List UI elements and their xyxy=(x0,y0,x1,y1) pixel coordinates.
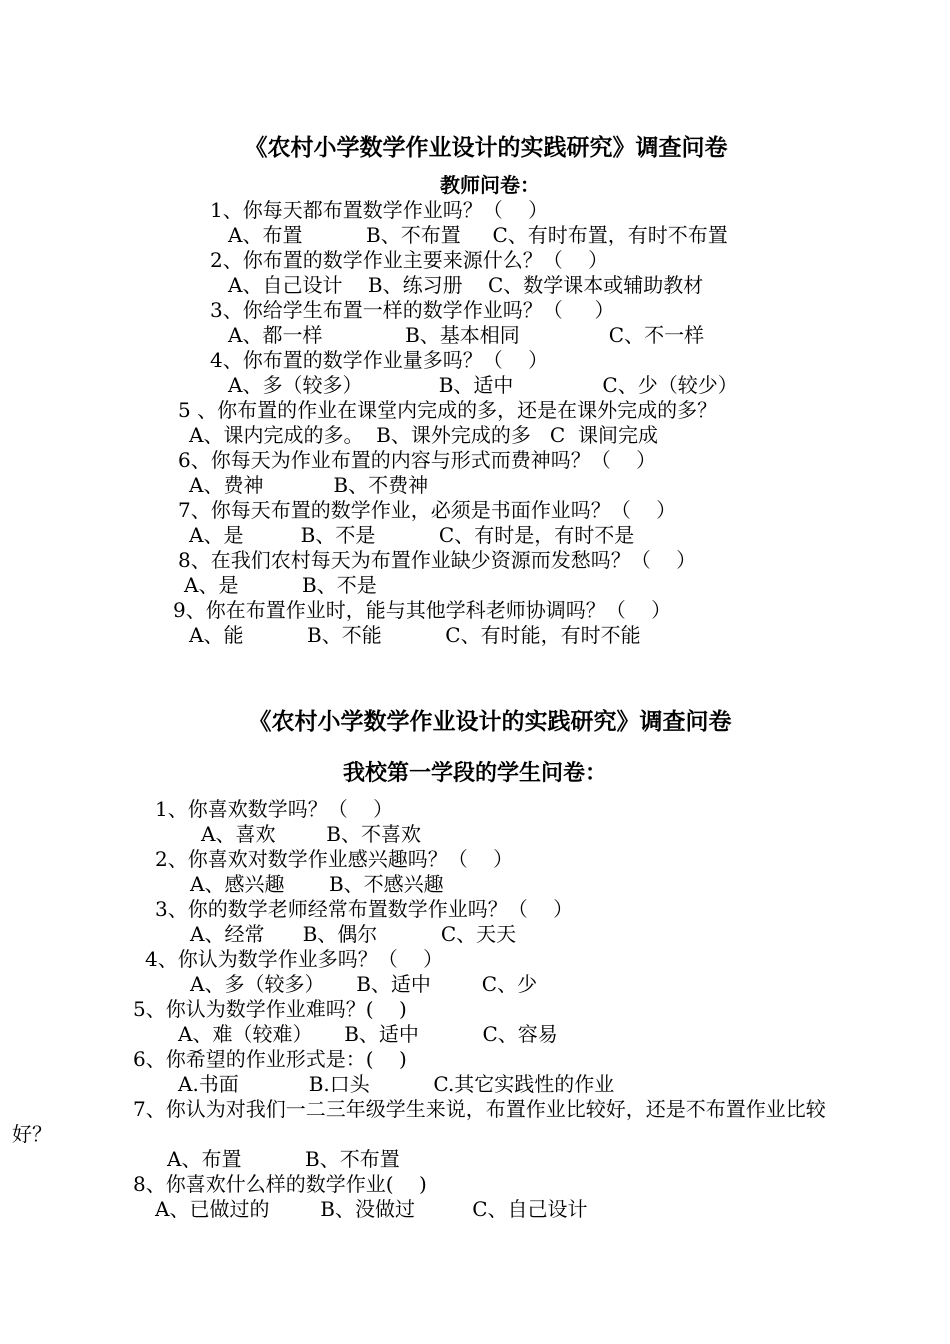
teacher-question-7: 7、你每天布置的数学作业，必须是书面作业吗？（ ） xyxy=(178,498,677,522)
teacher-options-2: A、自己设计 B、练习册 C、数学课本或辅助教材 xyxy=(228,273,704,297)
student-options-6: A.书面 B.口头 C.其它实践性的作业 xyxy=(178,1072,615,1096)
student-options-8: A、已做过的 B、没做过 C、自己设计 xyxy=(155,1197,588,1221)
student-question-7-continued: 好？ xyxy=(12,1122,52,1146)
teacher-options-1: A、布置 B、不布置 C、有时布置，有时不布置 xyxy=(228,223,728,247)
teacher-question-9: 9、你在布置作业时，能与其他学科老师协调吗？（ ） xyxy=(173,598,672,622)
teacher-survey-subtitle: 教师问卷： xyxy=(440,173,540,197)
teacher-question-5: 5 、你布置的作业在课堂内完成的多，还是在课外完成的多？ xyxy=(178,398,718,422)
teacher-options-5: A、课内完成的多。 B、课外完成的多 C 课间完成 xyxy=(189,423,658,447)
teacher-question-4: 4、你布置的数学作业量多吗？（ ） xyxy=(210,348,549,372)
teacher-options-4: A、多（较多） B、适中 C、少（较少） xyxy=(228,373,738,397)
student-question-1: 1、你喜欢数学吗？（ ） xyxy=(155,797,394,821)
teacher-options-9: A、能 B、不能 C、有时能，有时不能 xyxy=(189,623,641,647)
student-question-5: 5、你认为数学作业难吗？( ) xyxy=(133,997,407,1021)
teacher-options-6: A、费神 B、不费神 xyxy=(189,473,429,497)
student-options-1: A、喜欢 B、不喜欢 xyxy=(201,822,421,846)
teacher-survey-title: 《农村小学数学作业设计的实践研究》调查问卷 xyxy=(244,134,728,161)
student-survey-subtitle: 我校第一学段的学生问卷： xyxy=(342,760,607,786)
student-survey-title: 《农村小学数学作业设计的实践研究》调查问卷 xyxy=(248,708,732,735)
teacher-question-8: 8、在我们农村每天为布置作业缺少资源而发愁吗？（ ） xyxy=(178,548,697,572)
student-options-7: A、布置 B、不布置 xyxy=(167,1147,400,1171)
student-question-2: 2、你喜欢对数学作业感兴趣吗？（ ） xyxy=(155,847,514,871)
teacher-question-3: 3、你给学生布置一样的数学作业吗？（ ） xyxy=(210,298,615,322)
student-question-3: 3、你的数学老师经常布置数学作业吗？（ ） xyxy=(155,897,574,921)
teacher-question-2: 2、你布置的数学作业主要来源什么？（ ） xyxy=(210,248,609,272)
teacher-question-1: 1、你每天都布置数学作业吗？（ ） xyxy=(210,198,549,222)
student-options-5: A、难（较难） B、适中 C、容易 xyxy=(178,1022,558,1046)
teacher-options-3: A、都一样 B、基本相同 C、不一样 xyxy=(228,323,705,347)
student-options-3: A、经常 B、偶尔 C、天天 xyxy=(190,922,517,946)
teacher-options-7: A、是 B、不是 C、有时是，有时不是 xyxy=(189,523,635,547)
student-options-4: A、多（较多） B、适中 C、少 xyxy=(190,972,538,996)
student-question-4: 4、你认为数学作业多吗？（ ） xyxy=(145,947,444,971)
student-question-7: 7、你认为对我们一二三年级学生来说，布置作业比较好，还是不布置作业比较 xyxy=(133,1097,826,1121)
student-question-8: 8、你喜欢什么样的数学作业( ) xyxy=(133,1172,427,1196)
student-question-6: 6、你希望的作业形式是：( ) xyxy=(133,1047,407,1071)
teacher-options-8: A、是 B、不是 xyxy=(184,573,377,597)
teacher-question-6: 6、你每天为作业布置的内容与形式而费神吗？（ ） xyxy=(178,448,657,472)
student-options-2: A、感兴趣 B、不感兴趣 xyxy=(190,872,444,896)
